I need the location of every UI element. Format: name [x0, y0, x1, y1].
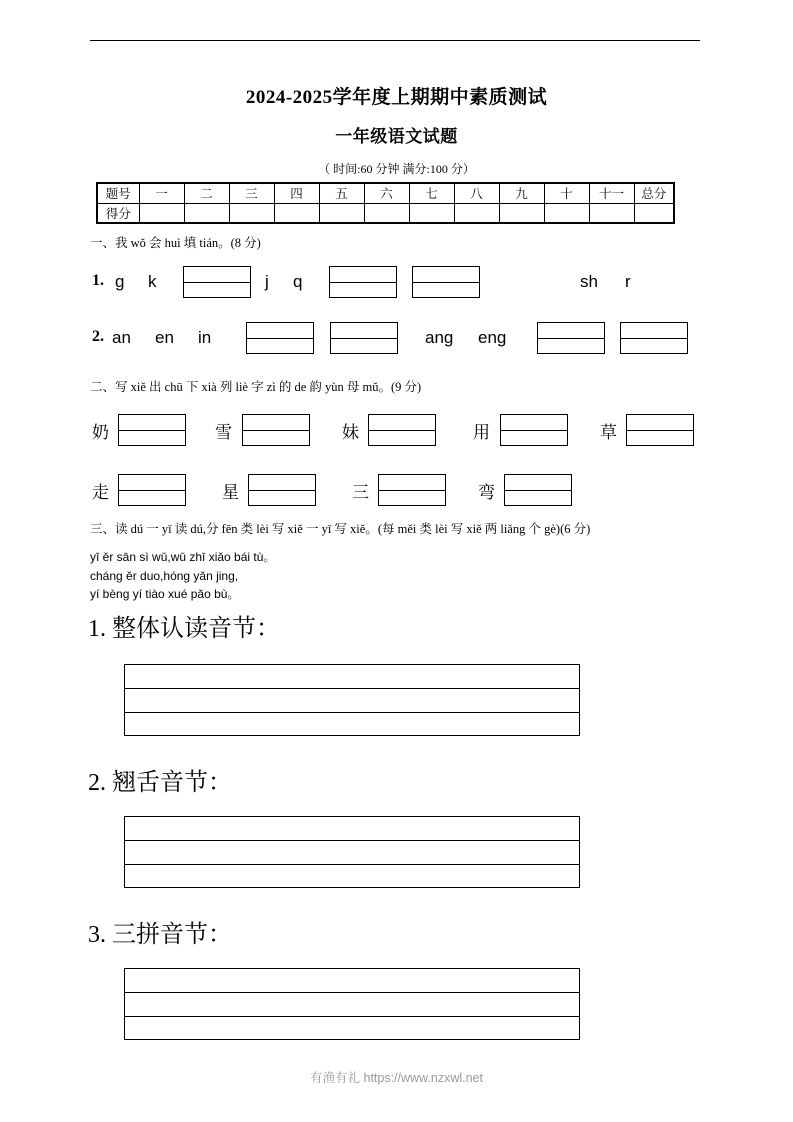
score-cell[interactable] [499, 203, 544, 223]
exam-info: （ 时间:60 分钟 满分:100 分） [318, 162, 475, 176]
answer-box[interactable] [330, 322, 398, 354]
answer-box[interactable] [246, 322, 314, 354]
score-table-header-cell: 一 [139, 183, 184, 203]
answer-box[interactable] [504, 474, 572, 506]
pinyin-token-in: in [198, 328, 212, 347]
score-cell[interactable] [544, 203, 589, 223]
question-1-number: 1. [92, 272, 104, 289]
pinyin-token-ang: ang [425, 328, 454, 347]
char-label: 三 [352, 483, 369, 502]
score-cell[interactable] [274, 203, 319, 223]
answer-lines-box[interactable] [124, 664, 580, 736]
pinyin-line: yí bèng yí tiào xué pǎo bù。 [90, 587, 240, 602]
answer-box[interactable] [620, 322, 688, 354]
subitem-3: 3. 三拼音节： [88, 922, 232, 948]
score-cell[interactable] [139, 203, 184, 223]
score-cell[interactable] [319, 203, 364, 223]
char-label: 用 [473, 423, 490, 442]
pinyin-token-k: k [148, 272, 157, 291]
score-table-header-cell: 八 [454, 183, 499, 203]
score-table [96, 182, 675, 224]
score-table-header-cell: 三 [229, 183, 274, 203]
answer-lines-box[interactable] [124, 816, 580, 888]
score-cell[interactable] [184, 203, 229, 223]
subitem-1: 1. 整体认读音节： [88, 616, 280, 642]
pinyin-token-eng: eng [478, 328, 507, 347]
pinyin-token-an: an [112, 328, 131, 347]
answer-box[interactable] [412, 266, 480, 298]
answer-box[interactable] [118, 474, 186, 506]
answer-box[interactable] [242, 414, 310, 446]
answer-box[interactable] [626, 414, 694, 446]
answer-box[interactable] [329, 266, 397, 298]
char-label: 星 [222, 483, 239, 502]
char-label: 草 [600, 423, 617, 442]
char-label: 雪 [215, 423, 232, 442]
table-row [97, 203, 674, 223]
score-table-total-header: 总分 [634, 183, 674, 203]
score-table-header-cell: 四 [274, 183, 319, 203]
answer-box[interactable] [378, 474, 446, 506]
subitem-2: 2. 翘舌音节： [88, 770, 232, 796]
char-label: 走 [92, 483, 109, 502]
pinyin-token-sh: sh [580, 272, 598, 291]
score-table-header-cell: 十 [544, 183, 589, 203]
score-table-header-cell: 六 [364, 183, 409, 203]
score-table-header-cell: 五 [319, 183, 364, 203]
answer-box[interactable] [118, 414, 186, 446]
score-cell[interactable] [454, 203, 499, 223]
pinyin-token-r: r [625, 272, 631, 291]
score-table-header-cell: 二 [184, 183, 229, 203]
pinyin-token-g: g [115, 272, 125, 291]
pinyin-token-q: q [293, 272, 303, 291]
char-label: 奶 [92, 423, 109, 442]
answer-box[interactable] [183, 266, 251, 298]
section-3-heading: 三、读 dú 一 yī 读 dú,分 fēn 类 lèi 写 xiě 一 yī 写 xiě。(每 měi 类 lèi 写 xiě 两 liǎng 个 gè)(6 分) [90, 522, 591, 536]
score-cell[interactable] [589, 203, 634, 223]
score-cell[interactable] [409, 203, 454, 223]
score-cell[interactable] [364, 203, 409, 223]
watermark: 有渔有礼 https://www.nzxwl.net [310, 1071, 483, 1085]
char-label: 妹 [342, 423, 359, 442]
section-1-heading: 一、我 wǒ 会 huì 填 tián。(8 分) [90, 236, 261, 250]
page-title: 2024-2025学年度上期期中素质测试 [245, 87, 548, 108]
pinyin-line: cháng ěr duo,hóng yǎn jing, [90, 568, 239, 583]
page-subtitle: 一年级语文试题 [335, 127, 458, 146]
score-table-header-cell: 七 [409, 183, 454, 203]
table-row [97, 183, 674, 203]
section-2-heading: 二、写 xiě 出 chū 下 xià 列 liè 字 zì 的 de 韵 yùn 母 mǔ。(9 分) [90, 380, 422, 394]
pinyin-token-j: j [265, 272, 269, 291]
header-divider [90, 40, 700, 41]
section-3-pinyin-passage [90, 548, 275, 604]
pinyin-token-en: en [155, 328, 174, 347]
score-table-row-label: 题号 [97, 183, 139, 203]
score-cell[interactable] [229, 203, 274, 223]
score-table-row-label: 得分 [97, 203, 139, 223]
score-table-header-cell: 十一 [589, 183, 634, 203]
pinyin-line: yī ěr sān sì wǔ,wǔ zhī xiǎo bái tù。 [90, 550, 276, 564]
answer-lines-box[interactable] [124, 968, 580, 1040]
answer-box[interactable] [368, 414, 436, 446]
score-cell-total[interactable] [634, 203, 674, 223]
char-label: 弯 [478, 483, 495, 502]
answer-box[interactable] [248, 474, 316, 506]
answer-box[interactable] [537, 322, 605, 354]
question-2-number: 2. [92, 328, 104, 345]
answer-box[interactable] [500, 414, 568, 446]
score-table-header-cell: 九 [499, 183, 544, 203]
